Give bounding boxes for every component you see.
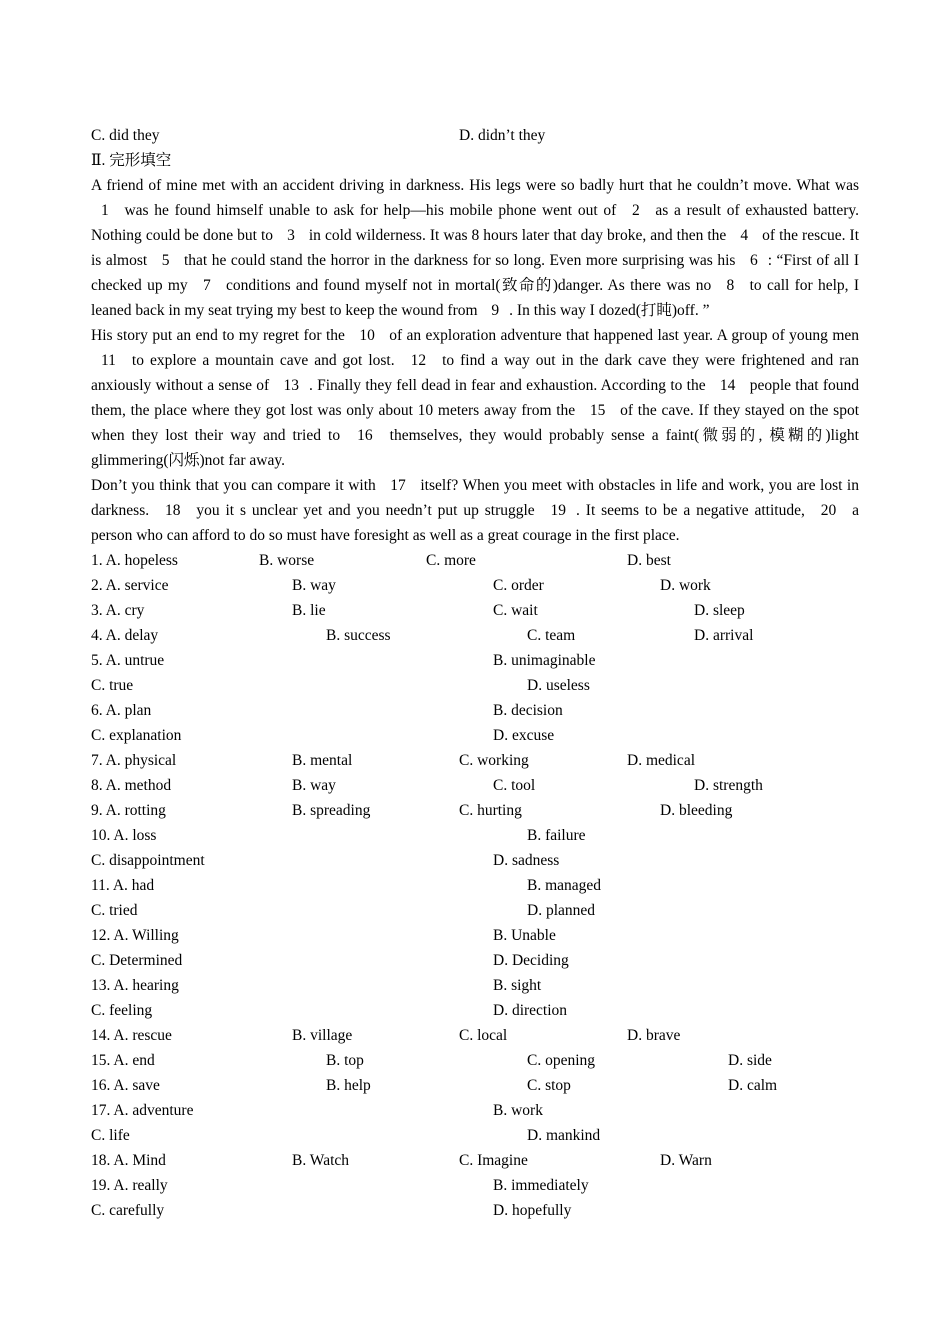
answer-option: B. work xyxy=(493,1102,543,1119)
option-row xyxy=(91,798,859,823)
option-row xyxy=(91,1098,859,1123)
passage-text: a person who can afford to do so must have foresight as well as a great courage in the first place. xyxy=(91,502,859,544)
option-row xyxy=(91,923,859,948)
answer-option: D. hopefully xyxy=(493,1202,572,1219)
answer-options xyxy=(91,548,859,1223)
answer-option: C. life xyxy=(91,1127,130,1144)
option-row xyxy=(91,623,859,648)
answer-option: B. way xyxy=(292,577,336,594)
answer-option: 10. A. loss xyxy=(91,827,157,844)
answer-option: B. Unable xyxy=(493,927,556,944)
option-row xyxy=(91,1173,859,1198)
answer-option: C. true xyxy=(91,677,134,694)
blank-3: 3 xyxy=(287,227,295,244)
option-row xyxy=(91,873,859,898)
passage-text: : “First of all I checked up my xyxy=(91,252,859,294)
passage-text: . Finally they fell dead in fear and exhaustion. According to the xyxy=(308,377,710,394)
answer-option: 15. A. end xyxy=(91,1052,155,1069)
answer-option: C. team xyxy=(527,627,576,644)
answer-option: 7. A. physical xyxy=(91,752,177,769)
option-row xyxy=(91,973,859,998)
answer-option: B. success xyxy=(326,627,391,644)
passage-text: Don’t you think that you can compare it with xyxy=(91,477,381,494)
blank-14: 14 xyxy=(719,377,736,394)
answer-option: B. help xyxy=(326,1077,371,1094)
answer-option: C. Imagine xyxy=(459,1152,528,1169)
answer-option: D. planned xyxy=(527,902,596,919)
previous-question-options xyxy=(91,123,859,148)
answer-option: 4. A. delay xyxy=(91,627,159,644)
answer-option: B. mental xyxy=(292,752,353,769)
option-row xyxy=(91,1198,859,1223)
blank-13: 13 xyxy=(283,377,299,394)
passage-text: . In this way I dozed(打盹)off. ” xyxy=(509,302,710,319)
answer-option: B. lie xyxy=(292,602,326,619)
passage-text: in cold wilderness. It was 8 hours later that day broke, and then the xyxy=(304,227,731,244)
option-row xyxy=(91,998,859,1023)
blank-15: 15 xyxy=(589,402,606,419)
blank-8: 8 xyxy=(726,277,735,294)
blank-17: 17 xyxy=(390,477,406,494)
answer-option: D. direction xyxy=(493,1002,568,1019)
passage-text: of an exploration adventure that happened last year. A group of young men xyxy=(384,327,860,344)
answer-option: D. bleeding xyxy=(660,802,733,819)
option-row xyxy=(91,648,859,673)
blank-4: 4 xyxy=(740,227,749,244)
answer-option: 8. A. method xyxy=(91,777,172,794)
answer-option: D. best xyxy=(627,552,671,569)
blank-19: 19 xyxy=(550,502,567,519)
option-c: C. did they xyxy=(91,127,160,144)
passage-paragraph-1 xyxy=(91,173,859,323)
passage-text: His story put an end to my regret for the xyxy=(91,327,350,344)
answer-option: C. explanation xyxy=(91,727,182,744)
option-row xyxy=(91,673,859,698)
option-row xyxy=(91,748,859,773)
answer-option: B. immediately xyxy=(493,1177,589,1194)
answer-option: 12. A. Willing xyxy=(91,927,179,944)
answer-option: 9. A. rotting xyxy=(91,802,166,819)
answer-option: B. decision xyxy=(493,702,563,719)
passage-text: to call for help, I leaned back in my seat trying my best to keep the wound from xyxy=(91,277,859,319)
answer-option: C. stop xyxy=(527,1077,571,1094)
passage-text: that he could stand the horror in the darkness for so long. Even more surprising was his xyxy=(179,252,740,269)
blank-5: 5 xyxy=(161,252,170,269)
option-row xyxy=(91,698,859,723)
answer-option: B. managed xyxy=(527,877,602,894)
option-row xyxy=(91,898,859,923)
answer-option: D. excuse xyxy=(493,727,555,744)
answer-option: B. spreading xyxy=(292,802,371,819)
passage-text: as a result of exhausted battery. Nothing could be done but to xyxy=(91,202,860,244)
option-row xyxy=(91,1073,859,1098)
answer-option: 18. A. Mind xyxy=(91,1152,166,1169)
blank-20: 20 xyxy=(820,502,837,519)
answer-option: C. hurting xyxy=(459,802,522,819)
answer-option: B. failure xyxy=(527,827,586,844)
passage-paragraph-3 xyxy=(91,473,859,548)
blank-7: 7 xyxy=(202,277,211,294)
answer-option: 16. A. save xyxy=(91,1077,160,1094)
answer-option: D. side xyxy=(728,1052,772,1069)
answer-option: C. tried xyxy=(91,902,138,919)
answer-option: D. mankind xyxy=(527,1127,601,1144)
answer-option: D. brave xyxy=(627,1027,681,1044)
answer-option: D. work xyxy=(660,577,711,594)
answer-option: 6. A. plan xyxy=(91,702,152,719)
answer-option: 11. A. had xyxy=(91,877,155,894)
answer-option: 13. A. hearing xyxy=(91,977,179,994)
answer-option: B. sight xyxy=(493,977,542,994)
answer-option: C. feeling xyxy=(91,1002,153,1019)
answer-option: D. Deciding xyxy=(493,952,569,969)
answer-option: D. sadness xyxy=(493,852,560,869)
answer-option: C. Determined xyxy=(91,952,183,969)
blank-1: 1 xyxy=(101,202,109,219)
answer-option: D. strength xyxy=(694,777,763,794)
answer-option: 2. A. service xyxy=(91,577,169,594)
answer-option: C. opening xyxy=(527,1052,596,1069)
option-row xyxy=(91,848,859,873)
answer-option: B. worse xyxy=(259,552,315,569)
answer-option: 5. A. untrue xyxy=(91,652,165,669)
answer-option: 1. A. hopeless xyxy=(91,552,178,569)
passage-text: of the rescue. It is almost xyxy=(91,227,860,269)
blank-18: 18 xyxy=(165,502,181,519)
passage-paragraph-2 xyxy=(91,323,859,473)
answer-option: D. medical xyxy=(627,752,696,769)
option-row xyxy=(91,1023,859,1048)
passage-text: you it s unclear yet and you needn’t put up struggle xyxy=(190,502,541,519)
answer-option: C. working xyxy=(459,752,529,769)
answer-option: 14. A. rescue xyxy=(91,1027,172,1044)
blank-2: 2 xyxy=(631,202,640,219)
blank-10: 10 xyxy=(359,327,375,344)
blank-12: 12 xyxy=(410,352,427,369)
answer-option: C. more xyxy=(426,552,476,569)
passage-text: people that found them, the place where they got lost was only about 10 meters away from the xyxy=(91,377,859,419)
option-row xyxy=(91,823,859,848)
passage-text: . It seems to be a negative attitude, xyxy=(576,502,811,519)
answer-option: B. village xyxy=(292,1027,353,1044)
answer-option: B. way xyxy=(292,777,336,794)
passage-text: of the cave. If they stayed on the spot when they lost their way and tried to xyxy=(91,402,860,444)
answer-option: D. calm xyxy=(728,1077,778,1094)
answer-option: C. disappointment xyxy=(91,852,205,869)
passage-text: was he found himself unable to ask for help—his mobile phone went out of xyxy=(118,202,622,219)
answer-option: 3. A. cry xyxy=(91,602,145,619)
option-row xyxy=(91,948,859,973)
blank-11: 11 xyxy=(101,352,116,369)
passage-text: itself? When you meet with obstacles in life and work, you are lost in darkness. xyxy=(91,477,859,519)
answer-option: 19. A. really xyxy=(91,1177,168,1194)
answer-option: C. order xyxy=(493,577,544,594)
blank-6: 6 xyxy=(749,252,758,269)
answer-option: B. top xyxy=(326,1052,364,1069)
answer-option: C. local xyxy=(459,1027,508,1044)
document-page xyxy=(91,123,859,1223)
section-title: Ⅱ. 完形填空 xyxy=(91,152,172,169)
answer-option: D. useless xyxy=(527,677,590,694)
blank-9: 9 xyxy=(491,302,500,319)
option-d: D. didn’t they xyxy=(459,127,546,144)
blank-16: 16 xyxy=(357,427,373,444)
answer-option: 17. A. adventure xyxy=(91,1102,194,1119)
answer-option: B. Watch xyxy=(292,1152,350,1169)
option-row xyxy=(91,723,859,748)
passage-text: conditions and found myself not in mortal(致命的)danger. As there was no xyxy=(220,277,717,294)
option-row xyxy=(91,773,859,798)
passage-text: to explore a mountain cave and got lost. xyxy=(125,352,401,369)
option-row xyxy=(91,1123,859,1148)
passage-text: to find a way out in the dark cave they were frightened and ran anxiously without a sense of xyxy=(91,352,860,394)
answer-option: D. sleep xyxy=(694,602,745,619)
option-row xyxy=(91,573,859,598)
answer-option: B. unimaginable xyxy=(493,652,596,669)
answer-option: C. wait xyxy=(493,602,538,619)
answer-option: D. arrival xyxy=(694,627,754,644)
option-row xyxy=(91,1148,859,1173)
answer-option: D. Warn xyxy=(660,1152,712,1169)
passage-text: A friend of mine met with an accident driving in darkness. His legs were so badly hurt that he couldn’t move. What was xyxy=(91,177,859,194)
answer-option: C. tool xyxy=(493,777,536,794)
answer-option: C. carefully xyxy=(91,1202,165,1219)
option-row xyxy=(91,548,859,573)
option-row xyxy=(91,598,859,623)
passage-text: themselves, they would probably sense a faint(微弱的, 模糊的)light glimmering(闪烁)not far away. xyxy=(91,427,859,469)
option-row xyxy=(91,1048,859,1073)
